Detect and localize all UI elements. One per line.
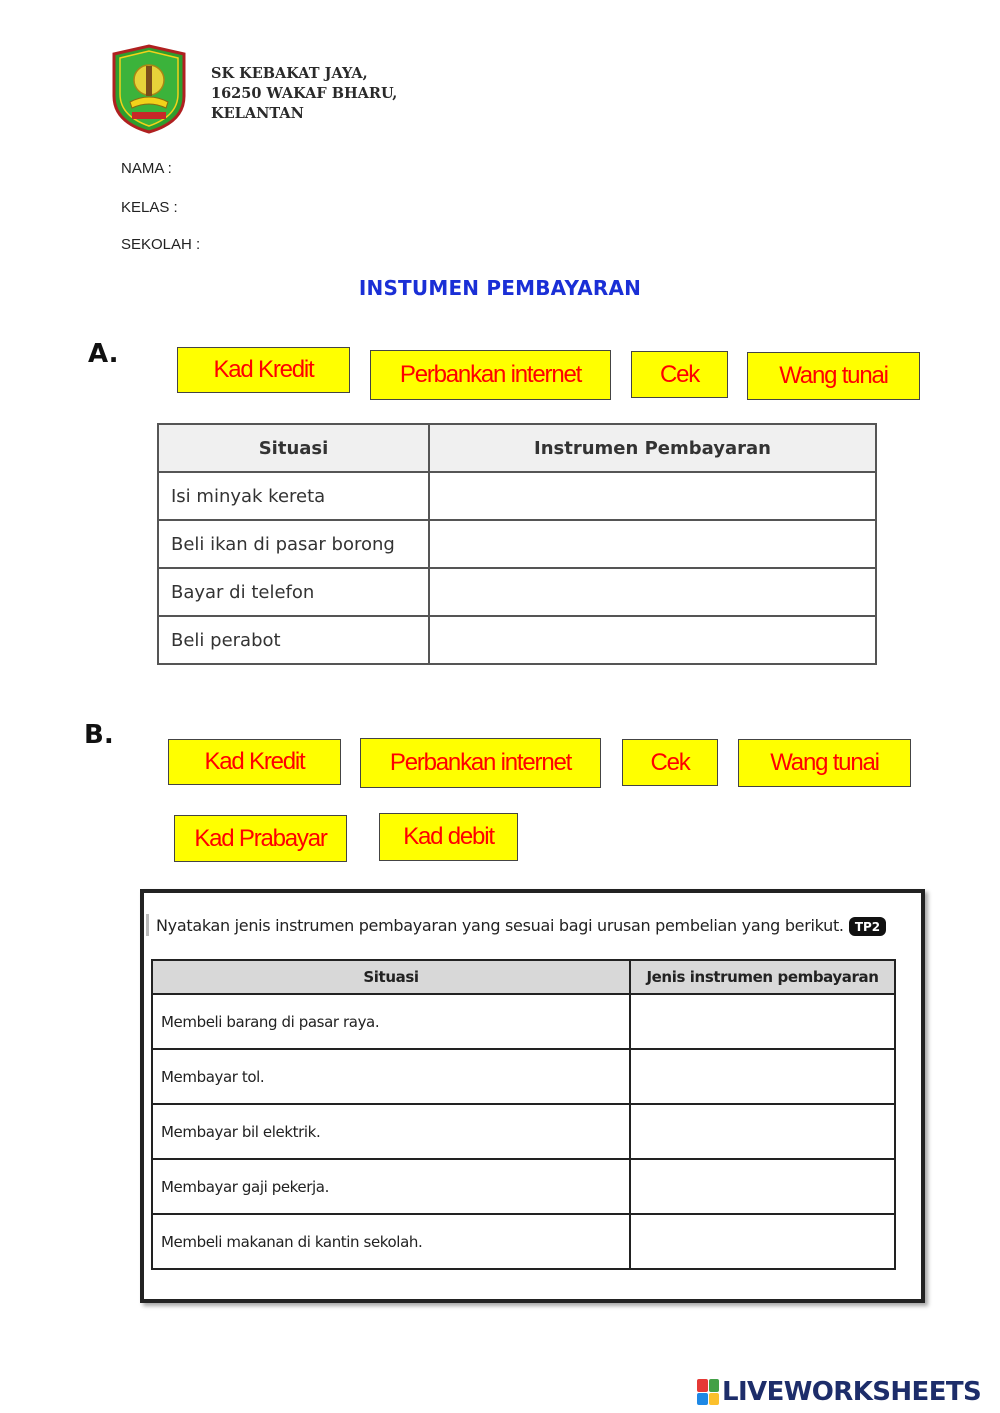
table-b-header-situasi: Situasi (152, 960, 630, 994)
liveworksheets-brand (697, 1377, 981, 1407)
table-a-situation-cell: Beli ikan di pasar borong (158, 520, 429, 568)
table-a-header-instrumen: Instrumen Pembayaran (429, 424, 876, 472)
table-row (152, 1049, 895, 1104)
table-b-answer-drop-zone[interactable] (630, 1104, 895, 1159)
table-a (157, 423, 877, 665)
liveworksheets-wordmark: LIVEWORKSHEETS (722, 1377, 982, 1407)
school-address (211, 64, 397, 124)
table-b-situation-cell: Membeli makanan di kantin sekolah. (152, 1214, 630, 1269)
table-row (152, 1214, 895, 1269)
instruction-marker (146, 914, 149, 936)
table-row (158, 472, 876, 520)
table-a-answer-drop-zone[interactable] (429, 472, 876, 520)
table-a-situation-cell: Bayar di telefon (158, 568, 429, 616)
table-row (158, 568, 876, 616)
table-b-answer-drop-zone[interactable] (630, 1049, 895, 1104)
chip-b-perbankan-internet[interactable]: Perbankan internet (360, 738, 601, 788)
school-postcode-town: 16250 WAKAF BHARU, (211, 85, 398, 102)
chip-a-wang-tunai[interactable]: Wang tunai (747, 352, 920, 400)
table-b-situation-cell: Membayar bil elektrik. (152, 1104, 630, 1159)
section-a-label: A. (88, 339, 119, 369)
table-row (158, 616, 876, 664)
school-name: SK KEBAKAT JAYA, (211, 65, 368, 82)
table-a-situation-cell: Beli perabot (158, 616, 429, 664)
chip-a-cek[interactable]: Cek (631, 351, 728, 398)
table-b-header-row (152, 960, 895, 994)
table-a-header-row (158, 424, 876, 472)
table-b-answer-drop-zone[interactable] (630, 1214, 895, 1269)
table-a-header-situasi: Situasi (158, 424, 429, 472)
table-b-situation-cell: Membayar tol. (152, 1049, 630, 1104)
chip-a-kad-kredit[interactable]: Kad Kredit (177, 347, 350, 393)
table-row (158, 520, 876, 568)
table-b-answer-drop-zone[interactable] (630, 994, 895, 1049)
section-b-label: B. (84, 720, 114, 750)
table-a-answer-drop-zone[interactable] (429, 520, 876, 568)
chip-b-cek[interactable]: Cek (622, 739, 718, 786)
section-b-instruction: Nyatakan jenis instrumen pembayaran yang sesuai bagi urusan pembelian yang berikut. (156, 916, 844, 935)
chip-b-kad-prabayar[interactable]: Kad Prabayar (174, 815, 347, 862)
liveworksheets-logo-icon (697, 1379, 719, 1405)
chip-b-kad-kredit[interactable]: Kad Kredit (168, 739, 341, 785)
tp2-badge: TP2 (849, 917, 886, 936)
table-row (152, 1159, 895, 1214)
school-crest-logo (108, 44, 190, 134)
chip-a-perbankan-internet[interactable]: Perbankan internet (370, 350, 611, 400)
table-b-situation-cell: Membeli barang di pasar raya. (152, 994, 630, 1049)
table-b-header-jenis: Jenis instrumen pembayaran (630, 960, 895, 994)
table-b (151, 959, 896, 1270)
table-a-answer-drop-zone[interactable] (429, 568, 876, 616)
table-row (152, 1104, 895, 1159)
table-b-answer-drop-zone[interactable] (630, 1159, 895, 1214)
table-b-situation-cell: Membayar gaji pekerja. (152, 1159, 630, 1214)
kelas-label: KELAS : (121, 199, 178, 216)
school-state: KELANTAN (211, 105, 304, 122)
chip-b-wang-tunai[interactable]: Wang tunai (738, 739, 911, 787)
nama-label: NAMA : (121, 160, 172, 177)
sekolah-label: SEKOLAH : (121, 236, 201, 253)
page-title: INSTUMEN PEMBAYARAN (358, 276, 642, 300)
table-row (152, 994, 895, 1049)
table-a-answer-drop-zone[interactable] (429, 616, 876, 664)
chip-b-kad-debit[interactable]: Kad debit (379, 813, 518, 861)
table-a-situation-cell: Isi minyak kereta (158, 472, 429, 520)
